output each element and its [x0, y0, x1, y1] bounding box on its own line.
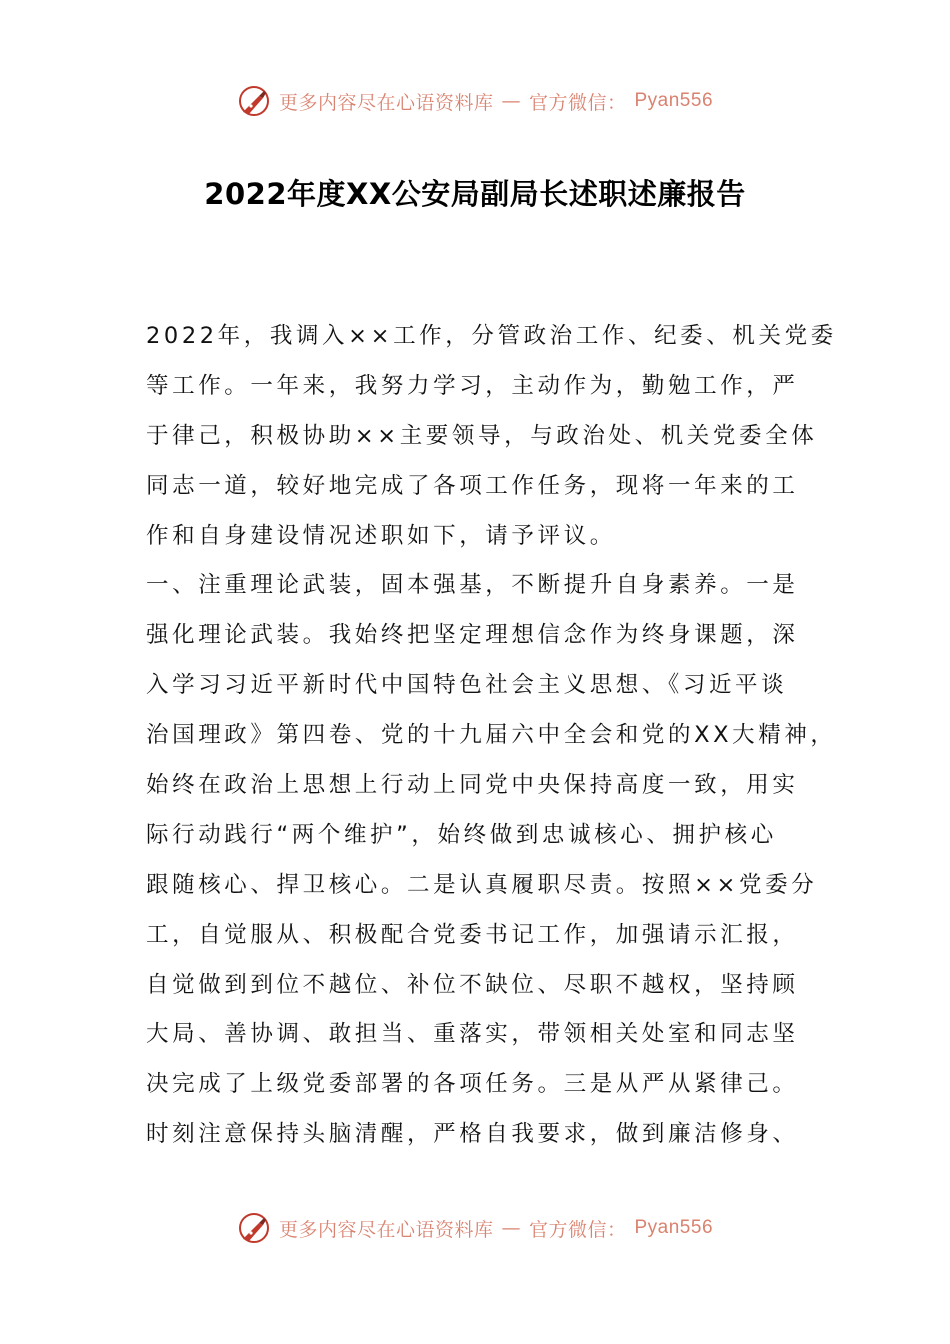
- body-line: 大局、善协调、敢担当、重落实，带领相关处室和同志坚: [146, 1021, 799, 1048]
- watermark-separator: —: [501, 1217, 521, 1239]
- body-line: 2022年，我调入××工作，分管政治工作、纪委、机关党委: [146, 323, 837, 349]
- document-body: [146, 312, 836, 1160]
- watermark-wechat-id: Pyan556: [634, 90, 714, 111]
- body-line: 始终在政治上思想上行动上同党中央保持高度一致，用实: [146, 772, 799, 799]
- footer-watermark: [0, 1211, 950, 1245]
- body-line: 入学习习近平新时代中国特色社会主义思想、《习近平谈: [146, 672, 788, 699]
- body-line: 治国理政》第四卷、党的十九届六中全会和党的XX大精神，: [146, 722, 837, 749]
- watermark-suffix: 官方微信：: [528, 1218, 627, 1241]
- pen-nib-logo-icon: [237, 1211, 271, 1245]
- body-line: 等工作。一年来，我努力学习，主动作为，勤勉工作，严: [146, 372, 799, 399]
- body-line: 决完成了上级党委部署的各项任务。三是从严从紧律己。: [146, 1071, 799, 1098]
- pen-nib-logo-icon: [237, 84, 271, 118]
- body-line: 于律己，积极协助××主要领导，与政治处、机关党委全体: [146, 422, 818, 449]
- header-watermark: [0, 84, 950, 118]
- body-line: 工，自觉服从、积极配合党委书记工作，加强请示汇报，: [146, 921, 799, 948]
- body-line: 际行动践行“两个维护”，始终做到忠诚核心、拥护核心: [146, 821, 777, 848]
- watermark-wechat-id: Pyan556: [634, 1217, 714, 1238]
- watermark-text: 更多内容尽在心语资料库: [278, 91, 494, 114]
- body-line: 同志一道，较好地完成了各项工作任务，现将一年来的工: [146, 472, 799, 499]
- body-line: 强化理论武装。我始终把坚定理想信念作为终身课题，深: [146, 622, 799, 649]
- body-line: 作和自身建设情况述职如下，请予评议。: [146, 522, 616, 549]
- body-line: 时刻注意保持头脑清醒，严格自我要求，做到廉洁修身、: [146, 1121, 799, 1148]
- body-line: 跟随核心、捍卫核心。二是认真履职尽责。按照××党委分: [146, 871, 818, 898]
- body-line: 自觉做到到位不越位、补位不缺位、尽职不越权，坚持顾: [146, 971, 799, 998]
- watermark-suffix: 官方微信：: [528, 91, 627, 114]
- watermark-text: 更多内容尽在心语资料库: [278, 1218, 494, 1241]
- document-title: 2022年度XX公安局副局长述职述廉报告: [204, 177, 746, 211]
- watermark-separator: —: [501, 90, 521, 112]
- body-line: 一、注重理论武装，固本强基，不断提升自身素养。一是: [146, 572, 799, 599]
